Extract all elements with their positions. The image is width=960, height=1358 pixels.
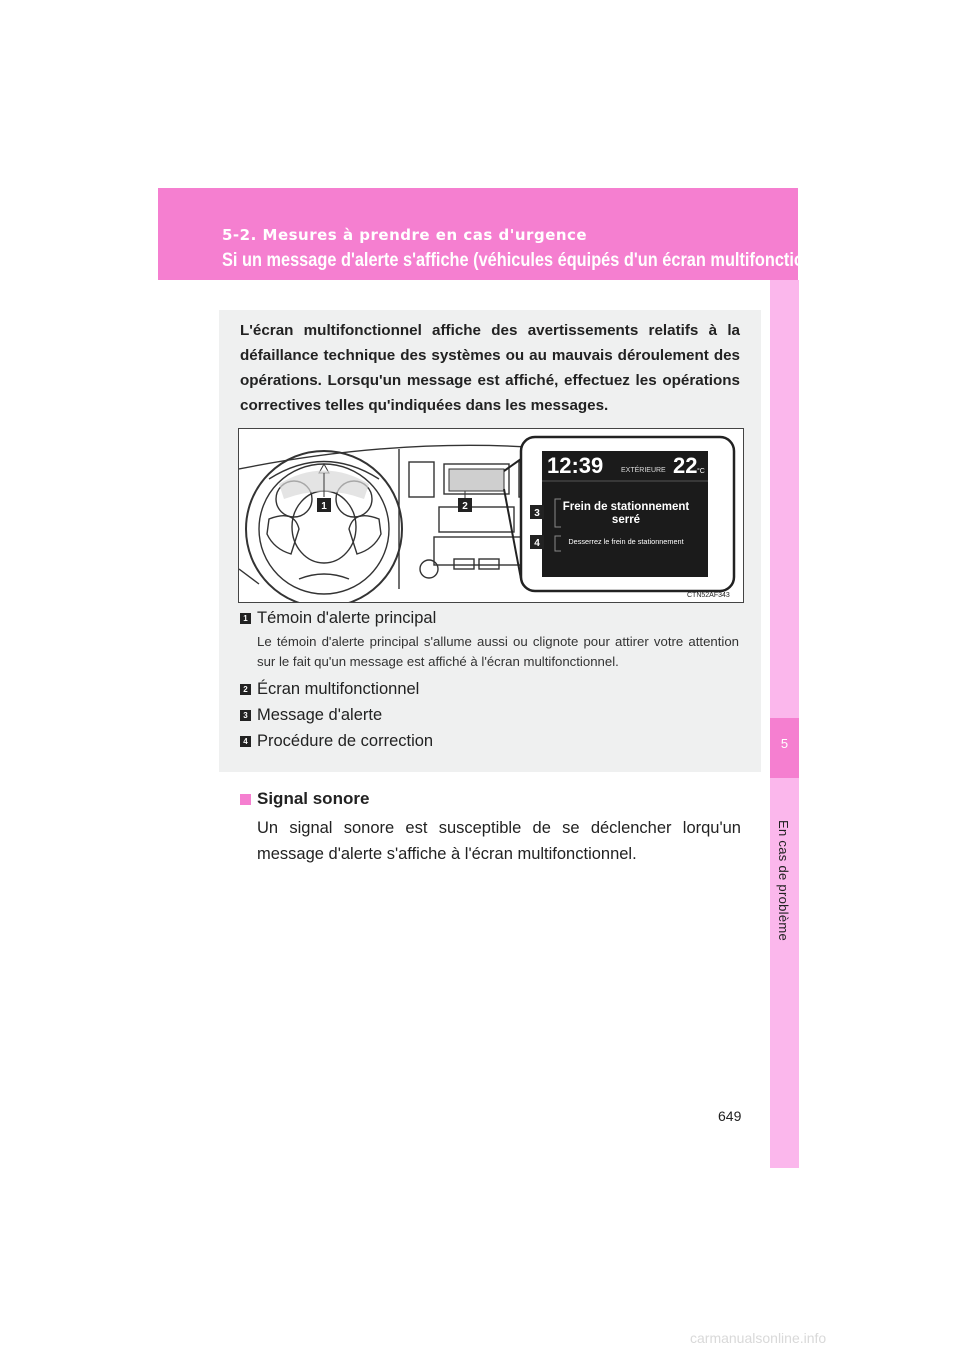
legend-note-1: Le témoin d'alerte principal s'allume aussi ou clignote pour attirer votre attention sur le fait qu'un message est affiché à l'écran multifonctionnel.	[257, 634, 739, 669]
signal-paragraph: Un signal sonore est susceptible de se déclencher lorqu'un message d'alerte s'affiche à l'écran multifonctionnel.	[257, 819, 741, 863]
legend-number-1: 1	[240, 613, 251, 624]
section-label: 5-2. Mesures à prendre en cas d'urgence	[222, 226, 588, 244]
callout-3: 3	[534, 508, 540, 519]
figure-code: CTN52AF343	[687, 592, 730, 599]
signal-title-text: Signal sonore	[257, 789, 370, 808]
callout-2: 2	[462, 501, 468, 512]
page-number: 649	[718, 1108, 742, 1124]
legend-number-2: 2	[240, 684, 251, 695]
legend-item-3	[240, 706, 382, 725]
legend-item-4	[240, 732, 433, 751]
page-title: Si un message d'alerte s'affiche (véhicules équipés d'un écran multifonctionnel)	[222, 250, 843, 271]
warning-message-line1: Frein de stationnement	[562, 501, 690, 513]
callout-1: 1	[321, 501, 327, 512]
temperature-value: 22	[673, 453, 698, 478]
legend-label-3: Message d'alerte	[257, 706, 383, 724]
legend-number-3: 3	[240, 710, 251, 721]
chapter-title: En cas de problème	[776, 820, 791, 942]
chapter-number: 5	[780, 736, 789, 751]
square-bullet-icon	[240, 794, 251, 805]
signal-section-title	[240, 789, 369, 809]
outside-temp-label: EXTÉRIEURE	[621, 467, 666, 474]
legend-number-4: 4	[240, 736, 251, 747]
legend-label-4: Procédure de correction	[257, 732, 434, 750]
temperature-unit: °C	[697, 468, 705, 475]
legend-label-1: Témoin d'alerte principal	[257, 609, 437, 627]
legend-label-2: Écran multifonctionnel	[257, 680, 420, 698]
legend-item-1	[240, 609, 436, 628]
warning-message-line2: serré	[611, 514, 641, 526]
callout-4: 4	[534, 538, 540, 549]
intro-paragraph: L'écran multifonctionnel affiche des avertissements relatifs à la défaillance technique des systèmes ou au mauvais déroulement des opérations. Lorsqu'un message est affiché, effectuez les opérations correctives telles qu'indiquées dans les messages.	[240, 322, 740, 414]
clock-readout: 12:39	[547, 453, 604, 478]
legend-item-2	[240, 680, 419, 699]
correction-message: Desserrez le frein de stationnement	[568, 537, 684, 546]
watermark[interactable]: carmanualsonline.info	[690, 1330, 827, 1346]
dashboard-illustration	[238, 428, 744, 603]
dashboard-drawing	[239, 429, 743, 602]
